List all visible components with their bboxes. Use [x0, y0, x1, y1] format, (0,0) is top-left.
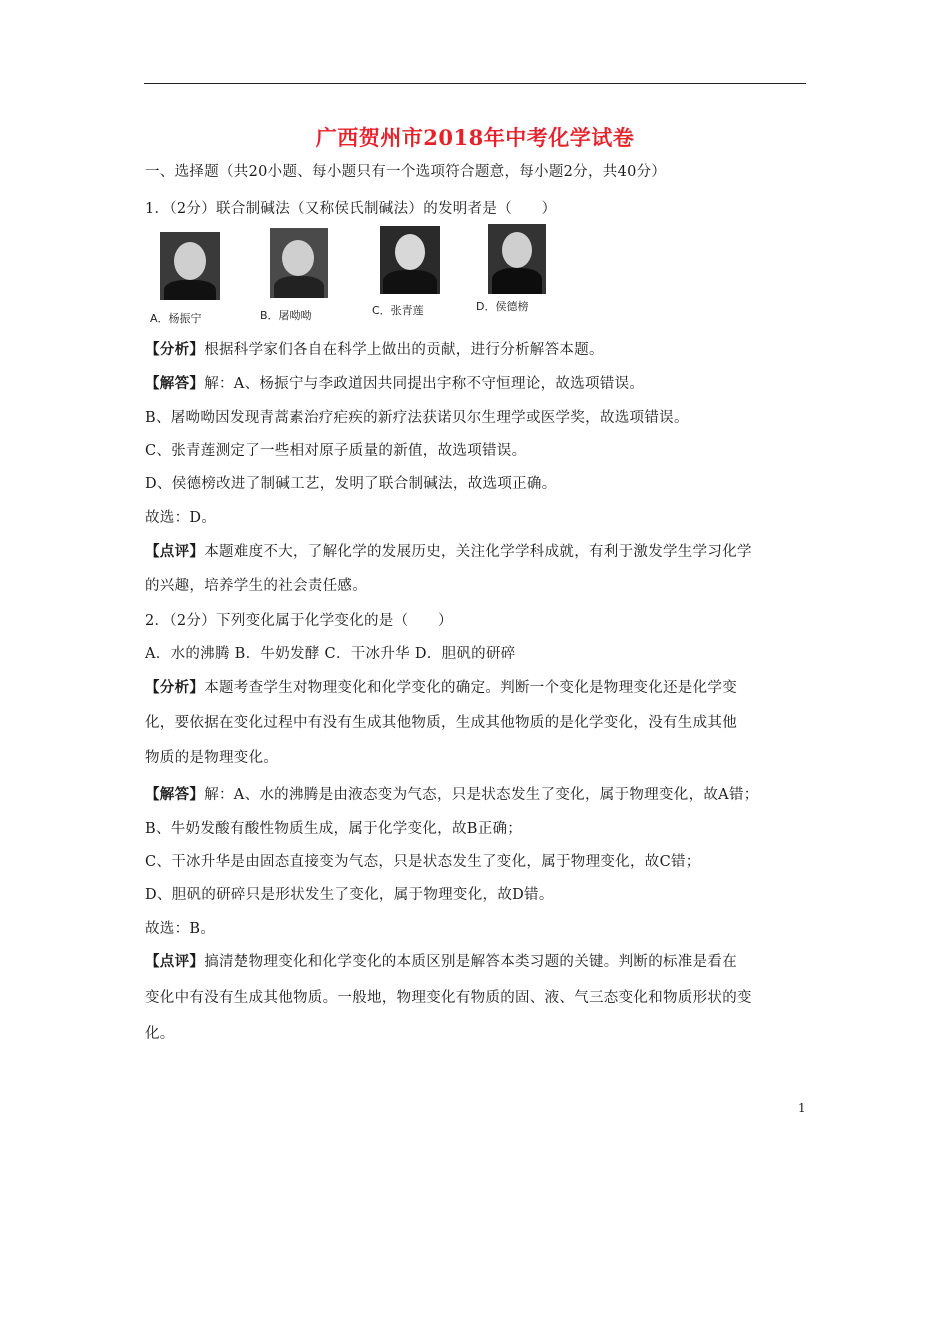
q2-comment-line: 化。: [145, 1026, 175, 1042]
q2-analysis-line: 物质的是物理变化。: [145, 750, 279, 766]
q2-answer-line: 故选：B。: [145, 921, 216, 937]
comment-label: 【点评】: [145, 953, 205, 970]
q2-options: A．水的沸腾 B．牛奶发酵 C．干冰升华 D．胆矾的研碎: [145, 646, 516, 662]
header-rule: [144, 83, 806, 84]
analysis-text: 本题考查学生对物理变化和化学变化的确定。判断一个变化是物理变化还是化学变: [204, 680, 737, 696]
q1-analysis: [145, 338, 604, 359]
q2-answer-line: B、牛奶发酸有酸性物质生成，属于化学变化，故B正确；: [145, 821, 523, 837]
q2-stem: 2．（2分）下列变化属于化学变化的是（ ）: [145, 613, 453, 629]
comment-label: 【点评】: [145, 543, 205, 560]
photo-caption-a: A．杨振宁: [150, 312, 202, 325]
q1-answer-line: D、侯德榜改进了制碱工艺，发明了联合制碱法，故选项正确。: [145, 476, 557, 492]
q2-comment: [145, 950, 737, 971]
portrait-image: [270, 228, 328, 298]
q2-answer-line: [145, 783, 759, 804]
section-header: 一、选择题（共20小题、每小题只有一个选项符合题意，每小题2分，共40分）: [145, 164, 667, 180]
photo-caption-c: C．张青莲: [372, 304, 424, 317]
analysis-label: 【分析】: [145, 679, 205, 696]
comment-text: 搞清楚物理变化和化学变化的本质区别是解答本类习题的关键。判断的标准是看在: [204, 954, 737, 970]
q1-answer-line: C、张青莲测定了一些相对原子质量的新值，故选项错误。: [145, 443, 527, 459]
q2-answer-line: C、干冰升华是由固态直接变为气态，只是状态发生了变化，属于物理变化，故C错；: [145, 854, 701, 870]
q2-comment-line: 变化中有没有生成其他物质。一般地，物理变化有物质的固、液、气三态变化和物质形状的变: [145, 990, 752, 1006]
answer-label: 【解答】: [145, 786, 205, 803]
comment-text: 本题难度不大，了解化学的发展历史，关注化学学科成就，有利于激发学生学习化学: [204, 544, 752, 560]
portrait-image: [160, 232, 220, 300]
page-title: 广西贺州市2018年中考化学试卷: [315, 125, 635, 150]
q1-answer-line: 故选：D。: [145, 510, 217, 526]
q1-answer-line: B、屠呦呦因发现青蒿素治疗疟疾的新疗法获诺贝尔生理学或医学奖，故选项错误。: [145, 410, 689, 426]
q2-analysis-line: 化，要依据在变化过程中有没有生成其他物质，生成其他物质的是化学变化，没有生成其他: [145, 715, 737, 731]
photo-caption-d: D．侯德榜: [476, 300, 529, 313]
photo-caption-b: B．屠呦呦: [260, 309, 312, 322]
q1-answer-line: [145, 372, 644, 393]
q1-stem: 1．（2分）联合制碱法（又称侯氏制碱法）的发明者是（ ）: [145, 201, 557, 217]
q1-comment-line: 的兴趣，培养学生的社会责任感。: [145, 578, 367, 594]
portrait-image: [380, 226, 440, 294]
answer-text: 解：A、水的沸腾是由液态变为气态，只是状态发生了变化，属于物理变化，故A错；: [204, 787, 759, 803]
answer-label: 【解答】: [145, 375, 205, 392]
scientist-photos: [145, 222, 565, 327]
analysis-text: 根据科学家们各自在科学上做出的贡献，进行分析解答本题。: [204, 342, 604, 358]
page-number: 1: [798, 1101, 806, 1115]
q1-comment: [145, 540, 752, 561]
analysis-label: 【分析】: [145, 341, 205, 358]
q2-answer-line: D、胆矾的研碎只是形状发生了变化，属于物理变化，故D错。: [145, 887, 554, 903]
portrait-image: [488, 224, 546, 294]
answer-text: 解：A、杨振宁与李政道因共同提出宇称不守恒理论，故选项错误。: [204, 376, 645, 392]
q2-analysis: [145, 676, 737, 697]
